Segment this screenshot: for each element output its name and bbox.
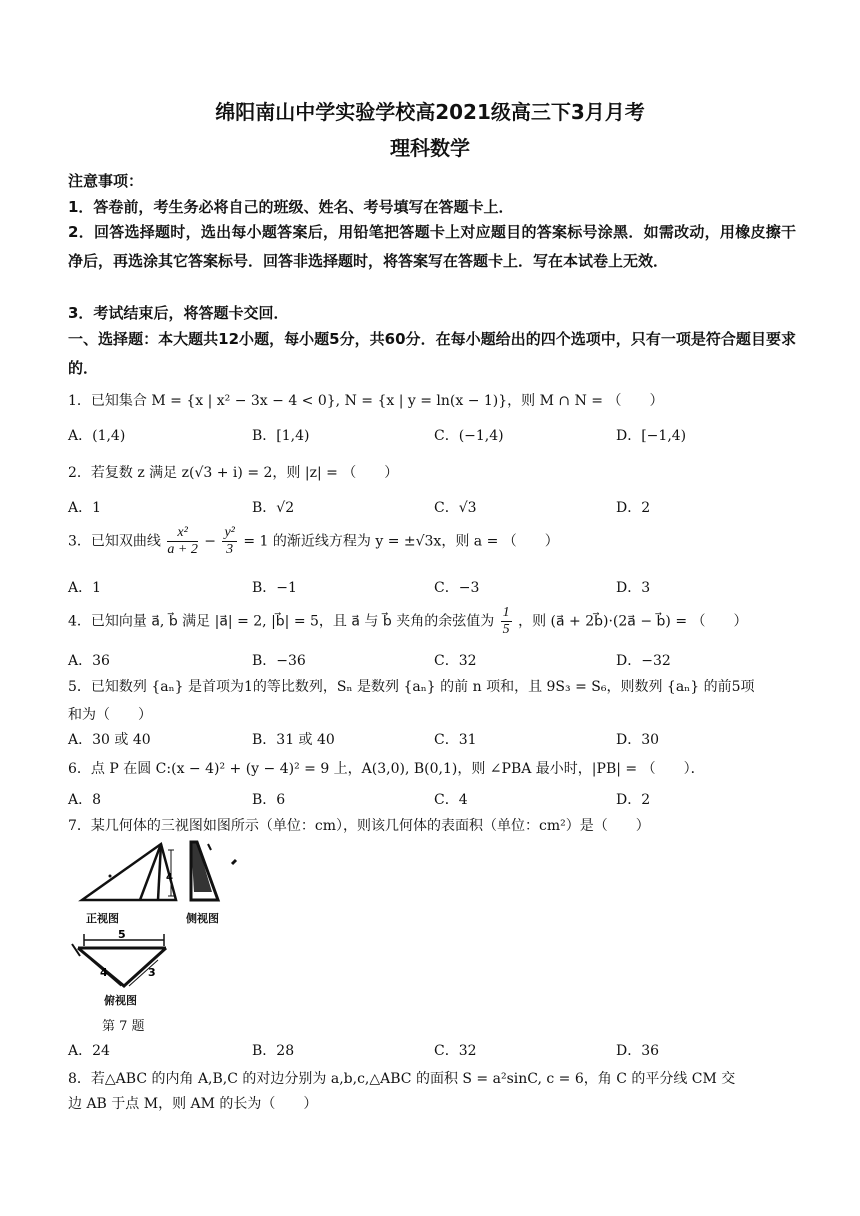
- q2-option-a: A．1: [68, 500, 102, 516]
- question-5-stem-line2: 和为（ ）: [68, 707, 152, 723]
- top-left-label: 4: [100, 966, 108, 979]
- q3-stem-post: = 1 的渐近线方程为 y = ±√3x，则 a = （ ）: [243, 533, 559, 550]
- q6-option-c: C．4: [434, 792, 468, 808]
- q1-option-b: B．[1,4): [252, 428, 310, 444]
- q2-option-d: D．2: [616, 500, 651, 516]
- q3-option-a: A．1: [68, 580, 102, 596]
- question-6-stem: 6．点 P 在圆 C:(x − 4)² + (y − 4)² = 9 上，A(3,0), B(0,1)，则 ∠PBA 最小时，|PB| = （ ）．: [68, 761, 705, 777]
- q7-option-c: C．32: [434, 1043, 477, 1059]
- q6-option-a: A．8: [68, 792, 102, 808]
- three-view-figure: [66, 836, 246, 1016]
- q5-option-a: A．30 或 40: [68, 732, 151, 748]
- figure-caption: 第 7 题: [102, 1019, 145, 1034]
- q4-stem-post: ，则 (a⃗ + 2b⃗)·(2a⃗ − b⃗) = （ ）: [518, 613, 748, 630]
- notice-item-3: 3．考试结束后，将答题卡交回．: [68, 304, 289, 322]
- front-view-label: 正视图: [86, 912, 119, 925]
- q1-option-d: D．[−1,4): [616, 428, 687, 444]
- question-1-stem: 1．已知集合 M = {x | x² − 3x − 4 < 0}, N = {x | y = ln(x − 1)}，则 M ∩ N = （ ）: [68, 393, 664, 409]
- q4-stem-pre: 4．已知向量 a⃗, b⃗ 满足 |a⃗| = 2, |b⃗| = 5，且 a⃗ 与 b⃗ 夹角的余弦值为: [68, 613, 495, 630]
- q4-frac-num: 1: [502, 605, 510, 620]
- top-right-label: 3: [148, 966, 156, 979]
- q3-option-b: B．−1: [252, 580, 297, 596]
- q6-option-d: D．2: [616, 792, 651, 808]
- q3-stem-pre: 3．已知双曲线: [68, 533, 161, 550]
- notice-item-1: 1．答卷前，考生务必将自己的班级、姓名、考号填写在答题卡上．: [68, 198, 514, 216]
- q3-frac2-num: y²: [224, 525, 235, 540]
- q4-frac-den: 5: [502, 622, 510, 637]
- q7-option-b: B．28: [252, 1043, 295, 1059]
- q1-option-a: A．(1,4): [68, 428, 126, 444]
- q4-option-a: A．36: [68, 653, 110, 669]
- page-title: 绵阳南山中学实验学校高2021级高三下3月月考: [215, 100, 645, 124]
- q4-option-b: B．−36: [252, 653, 306, 669]
- question-5-stem-line1: 5．已知数列 {aₙ} 是首项为1的等比数列，Sₙ 是数列 {aₙ} 的前 n 项和，且 9S₃ = S₆，则数列 {aₙ} 的前5项: [68, 679, 755, 695]
- q2-option-c: C．√3: [434, 500, 477, 516]
- q3-option-d: D．3: [616, 580, 651, 596]
- q5-option-b: B．31 或 40: [252, 732, 335, 748]
- q3-frac2-den: 3: [226, 542, 234, 557]
- question-8-stem-line2: 边 AB 于点 M，则 AM 的长为（ ）: [68, 1096, 318, 1112]
- q3-option-c: C．−3: [434, 580, 480, 596]
- q3-stem-mid: −: [204, 533, 217, 550]
- side-view: [191, 842, 236, 900]
- q4-option-c: C．32: [434, 653, 477, 669]
- question-8-stem-line1: 8．若△ABC 的内角 A,B,C 的对边分别为 a,b,c,△ABC 的面积 S = a²sinC, c = 6，角 C 的平分线 CM 交: [68, 1071, 736, 1087]
- q5-option-c: C．31: [434, 732, 477, 748]
- side-view-label: 侧视图: [186, 912, 219, 925]
- question-2-stem: 2．若复数 z 满足 z(√3 + i) = 2，则 |z| = （ ）: [68, 465, 399, 481]
- question-7-stem: 7．某几何体的三视图如图所示（单位：cm），则该几何体的表面积（单位：cm²）是（ ）: [68, 818, 650, 834]
- question-3-stem: [68, 525, 559, 558]
- q7-option-a: A．24: [68, 1043, 110, 1059]
- top-view-label: 俯视图: [104, 994, 137, 1007]
- q6-option-b: B．6: [252, 792, 286, 808]
- front-view: [82, 844, 176, 900]
- q4-fraction: [501, 605, 512, 638]
- q2-option-b: B．√2: [252, 500, 295, 516]
- q7-option-d: D．36: [616, 1043, 660, 1059]
- notice-heading: 注意事项：: [68, 172, 144, 190]
- q3-fraction-1: [167, 525, 197, 558]
- q1-option-c: C．(−1,4): [434, 428, 504, 444]
- notice-item-2: 2．回答选择题时，选出每小题答案后，用铅笔把答题卡上对应题目的答案标号涂黑．如需改动，用橡皮擦干净后，再选涂其它答案标号．回答非选择题时，将答案写在答题卡上．写在本试卷上无效．: [68, 223, 796, 270]
- section-heading: 一、选择题：本大题共12小题，每小题5分，共60分．在每小题给出的四个选项中，只有一项是符合题目要求的．: [68, 330, 796, 377]
- front-height-label: 4: [166, 872, 173, 883]
- q3-frac1-num: x²: [167, 525, 197, 542]
- q3-frac1-den: a + 2: [167, 542, 198, 557]
- q5-option-d: D．30: [616, 732, 660, 748]
- q4-option-d: D．−32: [616, 653, 671, 669]
- question-4-stem: [68, 605, 748, 638]
- page-subtitle: 理科数学: [390, 136, 470, 160]
- top-width-label: 5: [118, 928, 126, 941]
- q3-fraction-2: [222, 525, 236, 558]
